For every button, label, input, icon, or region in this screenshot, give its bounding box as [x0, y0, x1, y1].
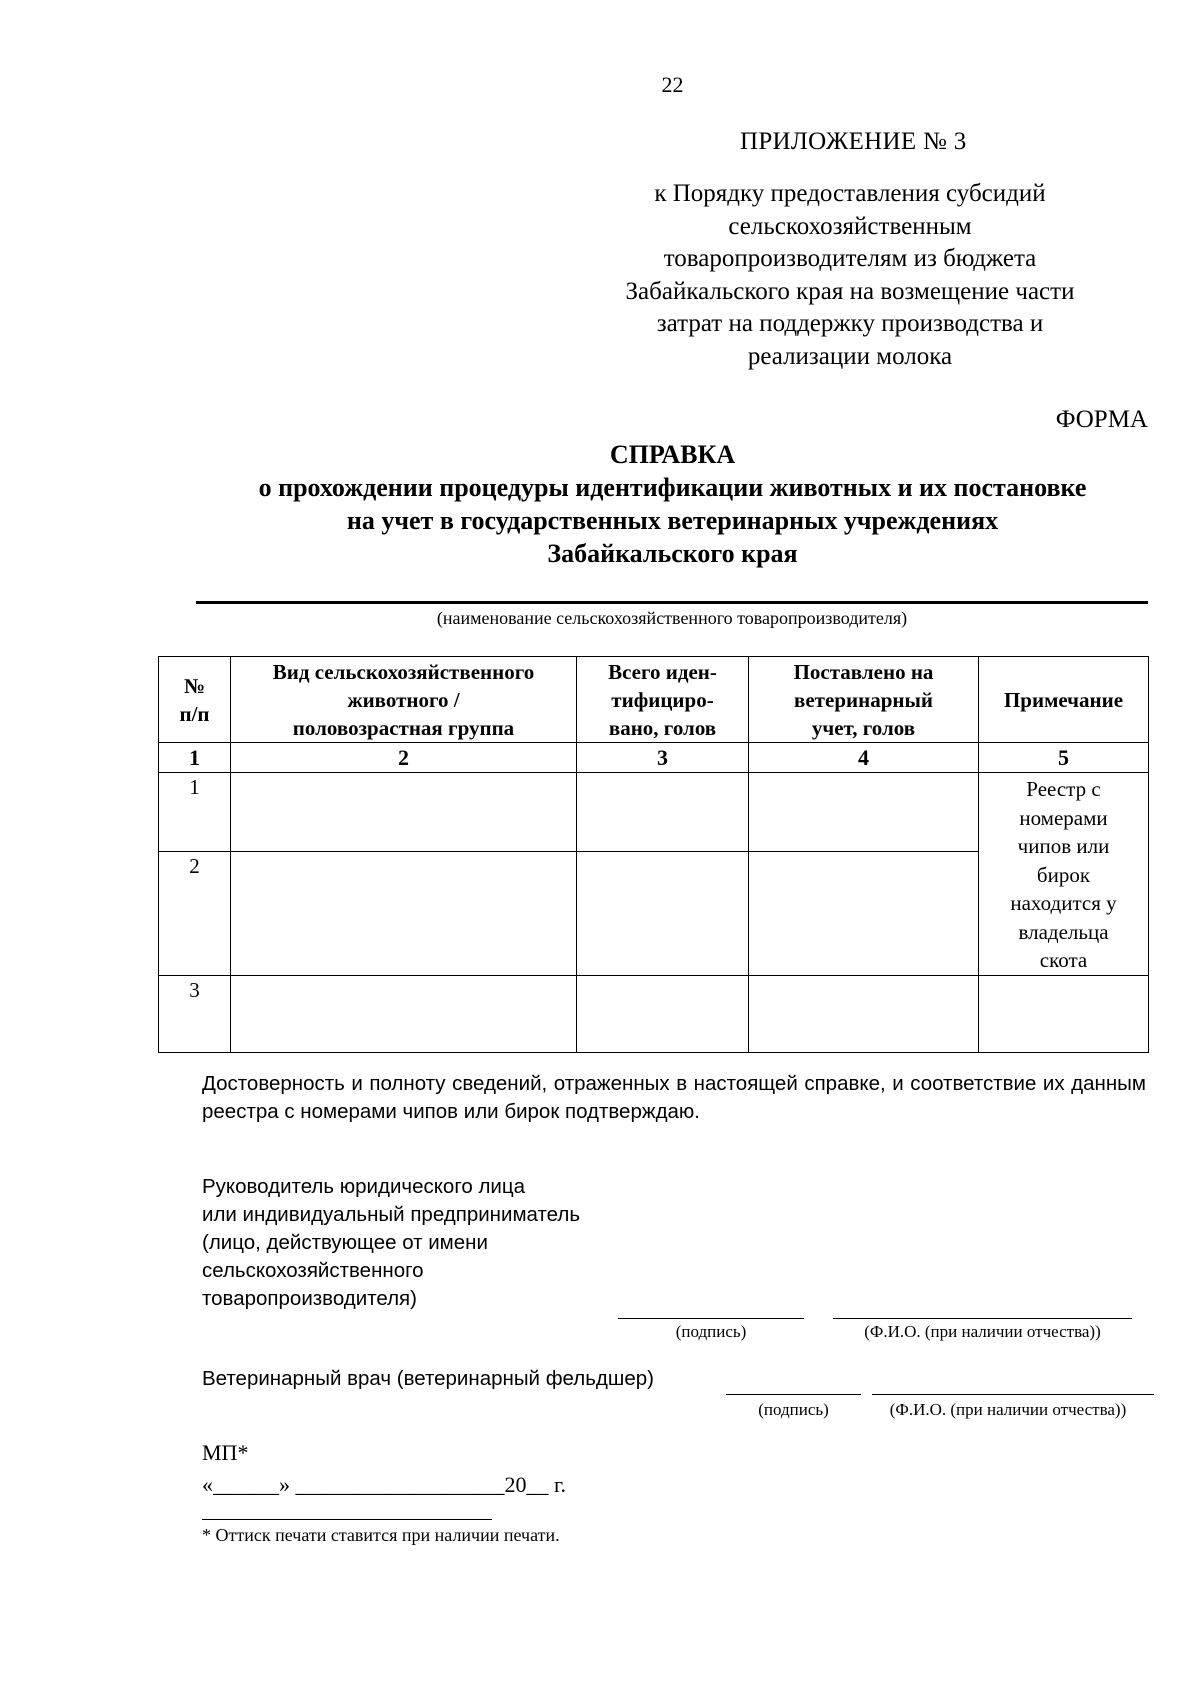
head-signature-caption: (подпись)	[675, 1322, 747, 1341]
column-number: 5	[979, 743, 1149, 773]
appendix-subtitle-line: Забайкальского края на возмещение части	[625, 277, 1075, 305]
vet-signature-caption: (подпись)	[758, 1400, 829, 1419]
identified-cell[interactable]	[577, 975, 749, 1052]
head-name-caption: (Ф.И.О. (при наличии отчества))	[864, 1322, 1101, 1341]
appendix-subtitle-line: сельскохозяйственным	[728, 212, 972, 240]
column-number: 4	[749, 743, 979, 773]
header-registered: Поставлено на ветеринарный учет, голов	[749, 657, 979, 743]
appendix-subtitle-line: реализации молока	[747, 342, 953, 370]
identified-cell[interactable]	[577, 773, 749, 852]
title-line: на учет в государственных ветеринарных учреждениях	[346, 506, 999, 535]
head-name-line[interactable]	[833, 1318, 1132, 1319]
row-number: 3	[159, 975, 231, 1052]
identified-cell[interactable]	[577, 852, 749, 975]
animal-type-cell[interactable]	[231, 975, 577, 1052]
table-row	[159, 773, 1149, 852]
appendix-title: ПРИЛОЖЕНИЕ № 3	[740, 128, 967, 155]
appendix-subtitle-line: товаропроизводителям из бюджета	[663, 245, 1037, 272]
vet-signatory-label: Ветеринарный врач (ветеринарный фельдшер)	[202, 1367, 654, 1390]
identification-table	[158, 656, 1149, 1053]
registered-cell[interactable]	[749, 773, 979, 852]
row-number: 2	[159, 852, 231, 975]
column-number: 1	[159, 743, 231, 773]
registered-cell[interactable]	[749, 975, 979, 1052]
producer-name-line[interactable]	[196, 601, 1148, 604]
header-number: № п/п	[159, 657, 231, 743]
document-title	[0, 438, 1200, 570]
title-line: о прохождении процедуры идентификации животных и их постановке	[258, 473, 1087, 502]
producer-name-caption: (наименование сельскохозяйственного товаропроизводителя)	[436, 608, 908, 628]
appendix-subtitle-line: затрат на поддержку производства и	[656, 310, 1044, 337]
table-row	[159, 975, 1149, 1052]
column-number: 2	[231, 743, 577, 773]
title-line: Забайкальского края	[547, 539, 798, 568]
table-header-row	[159, 657, 1149, 743]
footnote: * Оттиск печати ставится при наличии печати.	[202, 1525, 560, 1545]
header-note: Примечание	[979, 657, 1149, 743]
form-label: ФОРМА	[1055, 406, 1148, 433]
attestation-text: Достоверность и полноту сведений, отраженных в настоящей справке, и соответствие их данным реестра с номерами чипов или бирок подтверждаю.	[202, 1072, 1146, 1123]
date-field[interactable]: «______» ___________________20__ г.	[202, 1472, 567, 1497]
vet-signature-line[interactable]	[726, 1394, 861, 1395]
note-cell-merged: Реестр с номерами чипов или бирок находится у владельца скота	[979, 773, 1149, 976]
registered-cell[interactable]	[749, 852, 979, 975]
animal-type-cell[interactable]	[231, 773, 577, 852]
head-signature-line[interactable]	[618, 1318, 804, 1319]
column-number: 3	[577, 743, 749, 773]
head-signatory-label: Руководитель юридического лица или индивидуальный предприниматель (лицо, действующее от имени сельскохозяйственного товаропроизводителя)	[202, 1175, 581, 1310]
vet-name-line[interactable]	[872, 1394, 1154, 1395]
header-identified: Всего иден- тифициро- вано, голов	[577, 657, 749, 743]
footnote-divider	[202, 1519, 492, 1520]
animal-type-cell[interactable]	[231, 852, 577, 975]
note-cell[interactable]	[979, 975, 1149, 1052]
appendix-subtitle-line: к Порядку предоставления субсидий	[654, 180, 1046, 207]
column-number-row	[159, 743, 1149, 773]
stamp-label: МП*	[202, 1440, 249, 1465]
title-main: СПРАВКА	[609, 440, 736, 469]
row-number: 1	[159, 773, 231, 852]
header-animal-type: Вид сельскохозяйственного животного / половозрастная группа	[231, 657, 577, 743]
vet-name-caption: (Ф.И.О. (при наличии отчества))	[889, 1400, 1127, 1419]
appendix-subtitle	[600, 178, 1100, 373]
page-number: 22	[661, 72, 684, 97]
